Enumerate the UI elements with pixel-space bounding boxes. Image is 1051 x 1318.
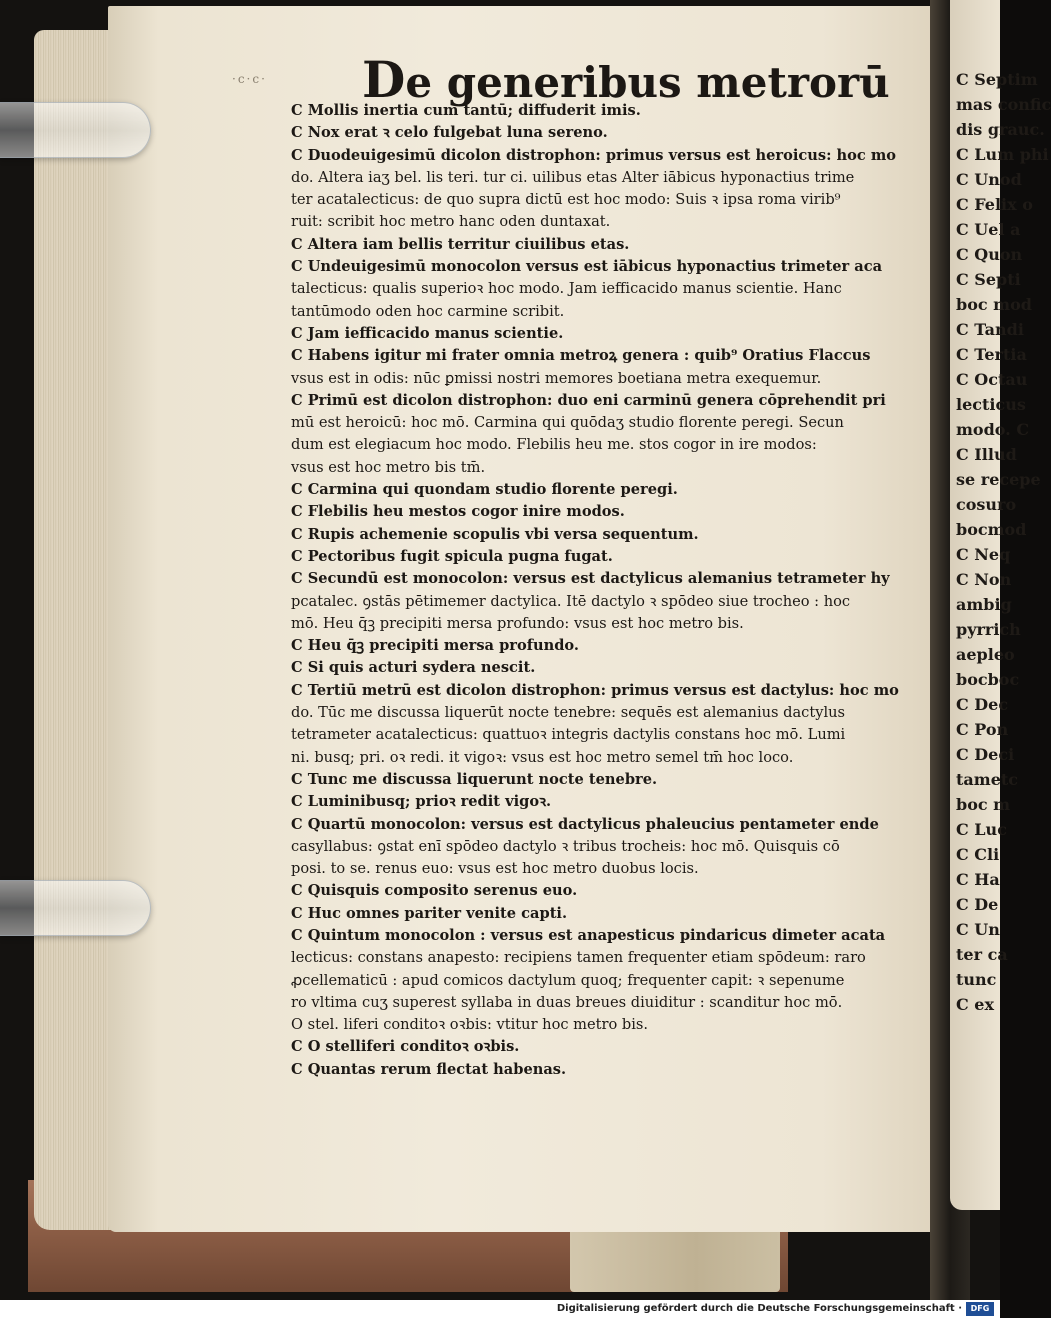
text-line: C Si quis acturi sydera nescit. bbox=[291, 659, 536, 677]
right-page-line: ambig bbox=[956, 595, 1012, 614]
text-line: pcatalec. ꝯstās pētimemer dactylica. Itē dactylo ꝛ spōdeo siue trocheo : hoc bbox=[291, 592, 851, 610]
right-page-line: C Felix o bbox=[956, 195, 1033, 214]
text-line: posi. to se. renus euo: vsus est hoc metro duobus locis. bbox=[291, 860, 699, 878]
right-page-line: C Tandi bbox=[956, 320, 1024, 339]
text-line: C Quintum monocolon : versus est anapesticus pindaricus dimeter acata bbox=[291, 926, 886, 944]
right-page-line: C Un bbox=[956, 920, 1000, 939]
right-page-line: ter ca bbox=[956, 945, 1008, 964]
text-block bbox=[291, 100, 899, 1081]
text-line: C Quantas rerum flectat habenas. bbox=[291, 1060, 567, 1078]
text-line: C Habens igitur mi frater omnia metroꝝ genera : quib⁹ Oratius Flaccus bbox=[291, 347, 871, 365]
text-line: vsus est in odis: nūc ꝑmissi nostri memores boetiana metra exequemur. bbox=[291, 369, 822, 387]
text-line: C Pectoribus fugit spicula pugna fugat. bbox=[291, 547, 613, 565]
footer-credit: Digitalisierung gefördert durch die Deutsche Forschungsgemeinschaft · bbox=[556, 1303, 962, 1314]
right-page-line: boc m bbox=[956, 795, 1011, 814]
text-line: tetrameter acatalecticus: quattuoꝛ integris dactylis constans hoc mō. Lumi bbox=[291, 726, 846, 744]
right-page-line: C Septi bbox=[956, 270, 1021, 289]
spine-label-patch bbox=[570, 1222, 780, 1292]
right-page-line: C Septim bbox=[956, 70, 1038, 89]
text-line: O stel. liferi conditoꝛ oꝛbis: vtitur hoc metro bis. bbox=[291, 1016, 649, 1034]
text-line: C Huc omnes pariter venite capti. bbox=[291, 904, 568, 922]
right-page-line: C De bbox=[956, 895, 999, 914]
text-line: dum est elegiacum hoc modo. Flebilis heu me. stos cogor in ire modos: bbox=[291, 436, 817, 454]
right-page-line: C Ha bbox=[956, 870, 1000, 889]
text-line: do. Tūc me discussa liquerūt nocte tenebre: sequēs est alemanius dactylus bbox=[291, 704, 846, 722]
text-line: C Tertiū metrū est dicolon distrophon: primus versus est dactylus: hoc mo bbox=[291, 681, 899, 699]
text-line: C Luminibusq; prioꝛ redit vigoꝛ. bbox=[291, 793, 552, 811]
text-line: C Jam iefficacido manus scientie. bbox=[291, 324, 564, 342]
text-line: C Rupis achemenie scopulis vbi versa sequentum. bbox=[291, 525, 699, 543]
right-page-line: C Illud bbox=[956, 445, 1017, 464]
text-line: mō. Heu q̄ꝫ precipiti mersa profundo: vsus est hoc metro bis. bbox=[291, 614, 744, 632]
text-line: ruit: scribit hoc metro hanc oden duntaxat. bbox=[291, 213, 611, 231]
text-line: C Tunc me discussa liquerunt nocte tenebre. bbox=[291, 770, 658, 788]
text-line: C Flebilis heu mestos cogor inire modos. bbox=[291, 503, 625, 521]
text-line: C Quisquis composito serenus euo. bbox=[291, 882, 578, 900]
text-line: ter acatalecticus: de quo supra dictū est hoc modo: Suis ꝛ ipsa roma virib⁹ bbox=[291, 191, 841, 209]
text-line: C Mollis inertia cum tantū; diffuderit imis. bbox=[291, 102, 641, 119]
right-page-fragment bbox=[950, 0, 1051, 1210]
text-line: ꝓcellematicū : apud comicos dactylum quoq; frequenter capit: ꝛ sepenume bbox=[291, 971, 845, 989]
right-page-line: mas confic bbox=[956, 95, 1051, 114]
folio-mark: ·c·c· bbox=[232, 72, 267, 86]
right-page-line: C ex bbox=[956, 995, 995, 1014]
right-page-line: C Tertia bbox=[956, 345, 1027, 364]
right-page-line: C Luc bbox=[956, 820, 1007, 839]
text-line: mū est heroicū: hoc mō. Carmina qui quōdaʒ studio florente peregi. Secun bbox=[291, 414, 844, 432]
dfg-logo: DFG bbox=[966, 1302, 994, 1316]
right-page-line: C Non bbox=[956, 570, 1012, 589]
text-line: C Primū est dicolon distrophon: duo eni carminū genera cōprehendit pri bbox=[291, 391, 886, 409]
right-page-line: modo. C bbox=[956, 420, 1030, 439]
text-line: C Duodeuigesimū dicolon distrophon: primus versus est heroicus: hoc mo bbox=[291, 146, 897, 164]
right-page-line: C Unod bbox=[956, 170, 1022, 189]
right-page-line: aepleo bbox=[956, 645, 1015, 664]
text-line: C Nox erat ꝛ celo fulgebat luna sereno. bbox=[291, 124, 608, 142]
right-page-line: C Uel a bbox=[956, 220, 1021, 239]
right-page-line: lecticus bbox=[956, 395, 1026, 414]
right-page-line: boc mod bbox=[956, 295, 1032, 314]
right-page-line: cosuro bbox=[956, 495, 1017, 514]
right-page-line: tunc bbox=[956, 970, 997, 989]
text-line: ni. busq; pri. oꝛ redi. it vigoꝛ: vsus est hoc metro semel tm̄ hoc loco. bbox=[291, 748, 794, 766]
right-page-line: C Deci bbox=[956, 745, 1015, 764]
right-page-line: C Octau bbox=[956, 370, 1028, 389]
text-line: talecticus: qualis superioꝛ hoc modo. Jam iefficacido manus scientie. Hanc bbox=[291, 280, 842, 298]
text-line: C O stelliferi conditoꝛ oꝛbis. bbox=[291, 1038, 520, 1056]
right-page-line: C Neq bbox=[956, 545, 1011, 564]
page-heading: De generibus metrorū bbox=[362, 50, 890, 109]
right-page-line: C Pon bbox=[956, 720, 1009, 739]
right-page-line: se recepe bbox=[956, 470, 1041, 489]
text-line: lecticus: constans anapesto: recipiens tamen frequenter etiam spōdeum: raro bbox=[291, 949, 866, 967]
right-page-line: dis grauc. bbox=[956, 120, 1045, 139]
text-line: C Quartū monocolon: versus est dactylicus phaleucius pentameter ende bbox=[291, 815, 879, 833]
right-page-line: bocboc bbox=[956, 670, 1020, 689]
right-page-line: C Dec bbox=[956, 695, 1009, 714]
text-line: C Altera iam bellis territur ciuilibus etas. bbox=[291, 235, 630, 253]
text-line: C Undeuigesimū monocolon versus est iābicus hyponactius trimeter aca bbox=[291, 258, 883, 276]
right-page-line: pyrrich bbox=[956, 620, 1021, 639]
text-line: C Carmina qui quondam studio florente peregi. bbox=[291, 481, 678, 499]
page-clip-top bbox=[0, 102, 151, 158]
text-line: C Heu q̄ꝫ precipiti mersa profundo. bbox=[291, 637, 579, 655]
right-page-line: C Cli bbox=[956, 845, 1000, 864]
right-page-line: C Quon bbox=[956, 245, 1023, 264]
funding-footer bbox=[0, 1300, 1000, 1318]
text-line: C Secundū est monocolon: versus est dactylicus alemanius tetrameter hy bbox=[291, 570, 890, 588]
text-line: ro vltima cuʒ superest syllaba in duas breues diuiditur : scanditur hoc mō. bbox=[291, 993, 843, 1011]
text-line: vsus est hoc metro bis tm̄. bbox=[291, 458, 486, 476]
page-clip-bottom bbox=[0, 880, 151, 936]
right-page-line: bocmod bbox=[956, 520, 1027, 539]
text-line: tantūmodo oden hoc carmine scribit. bbox=[291, 302, 565, 320]
right-page-line: C Lum phi bbox=[956, 145, 1049, 164]
text-line: casyllabus: ꝯstat enī spōdeo dactylo ꝛ tribus trocheis: hoc mō. Quisquis cō bbox=[291, 837, 840, 855]
text-line: do. Altera iaʒ bel. lis teri. tur ci. uilibus etas Alter iābicus hyponactius trime bbox=[291, 168, 855, 186]
right-page-line: tametc bbox=[956, 770, 1018, 789]
